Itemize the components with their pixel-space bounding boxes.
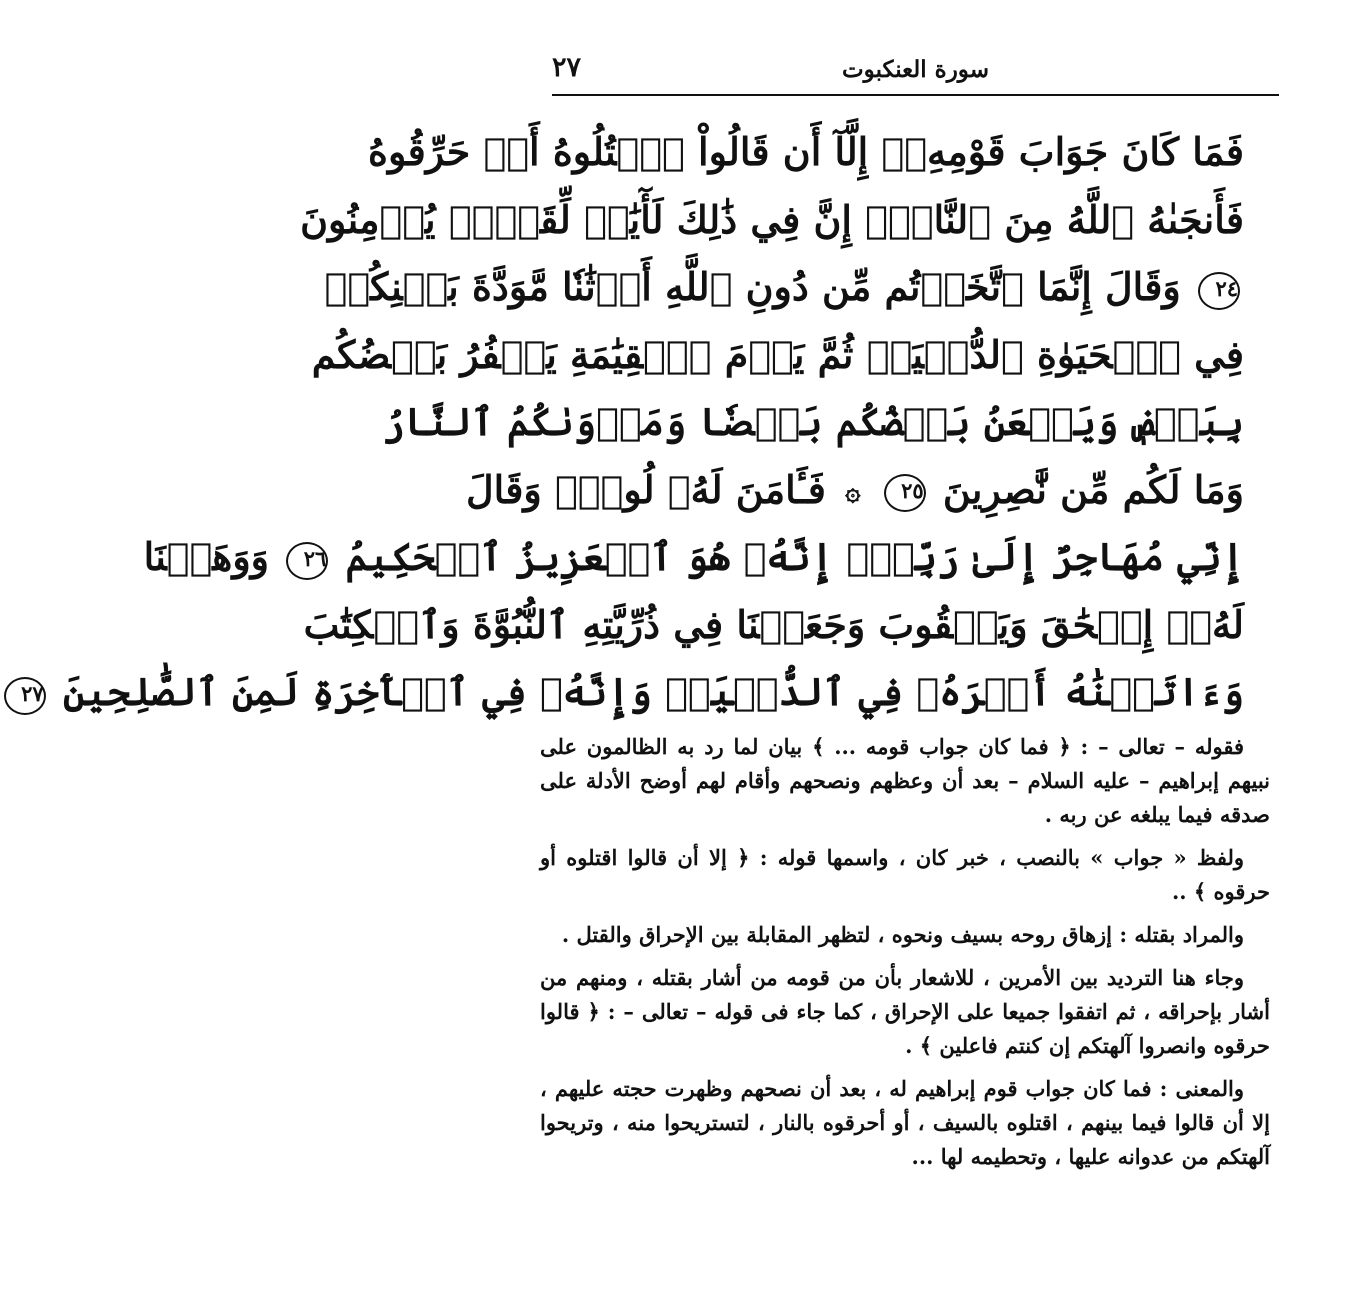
commentary-paragraph: والمعنى : فما كان جواب قوم إبراهيم له ، بعد أن نصحهم وظهرت حجته عليهم ، إلا أن قالوا فيما بينهم ، اقتلوه بالسيف ، أو أحرقوه بالنار ، لتستريحوا منه ، وتريحوا آلهتكم من عدوانه عليها ، وتحطيمه لها ... — [540, 1076, 1270, 1169]
ayah-number-marker: ٢٦ — [286, 542, 328, 580]
commentary-paragraph: والمراد بقتله : إزهاق روحه بسيف ونحوه ، لتظهر المقابلة بين الإحراق والقتل . — [561, 922, 1244, 947]
quran-verses-block — [21, 118, 1244, 726]
commentary-paragraph: وجاء هنا الترديد بين الأمرين ، للاشعار بأن من قومه من أشار بقتله ، ومنهم من أشار بإحراقه ، ثم اتفقوا جميعا على الإحراق ، كما جاء فى قوله – تعالى – : ﴿ قالوا حرقوه وانصروا آلهتكم إن كنتم فاعلين ﴾ . — [540, 965, 1270, 1058]
quran-line — [368, 118, 1244, 186]
tafsir-commentary — [540, 730, 1270, 1183]
verse-text: وَوَهَبۡنَا — [143, 534, 270, 579]
verse-text: فِي ٱلۡحَيَوٰةِ ٱلدُّنۡيَاۖ ثُمَّ يَوۡمَ ٱلۡقِيَٰمَةِ يَكۡفُرُ بَعۡضُكُم — [311, 331, 1244, 377]
verse-text: فَمَا كَانَ جَوَابَ قَوْمِهِۦٓ إِلَّآ أَن قَالُواْ ٱقۡتُلُوهُ أَوۡ حَرِّقُوهُ — [368, 129, 1244, 174]
quran-line — [303, 591, 1244, 659]
commentary-paragraph: ولفظ « جواب » بالنصب ، خبر كان ، واسمها قوله : ﴿ إلا أن قالوا اقتلوه أو حرقوه ﴾ .. — [540, 845, 1270, 904]
quran-line — [21, 658, 1244, 726]
verse-text: وَءَاتَيۡنَٰهُ أَجۡرَهُۥ فِي ٱلدُّنۡيَاۖ وَإِنَّهُۥ فِي ٱلۡأٓخِرَةِ لَمِنَ ٱلصَّٰلِحِينَ — [62, 669, 1244, 714]
quran-line — [382, 388, 1244, 456]
surah-title: سورة العنكبوت — [842, 56, 989, 83]
verse-text: وَمَا لَكُم مِّن نَّٰصِرِينَ — [942, 466, 1244, 512]
ayah-number-marker: ٢٧ — [4, 677, 46, 715]
verse-text: فَأَنجَىٰهُ ٱللَّهُ مِنَ ٱلنَّارِۚ إِنَّ فِي ذَٰلِكَ لَأٓيَٰتٖ لِّقَوۡمٖ يُؤۡمِنُونَ — [300, 196, 1244, 242]
quran-line — [143, 523, 1244, 591]
page — [21, 0, 1371, 1293]
quran-line — [324, 253, 1244, 321]
quran-line — [300, 186, 1244, 254]
ayah-number-marker: ٢٤ — [1198, 272, 1240, 310]
page-number: ٢٧ — [552, 52, 582, 83]
rub-el-hizb-icon: ۞ — [845, 477, 861, 508]
verse-text: فَـَٔامَنَ لَهُۥ لُوطٞۘ وَقَالَ — [466, 466, 826, 512]
commentary-paragraph: فقوله – تعالى – : ﴿ فما كان جواب قومه ... ﴾ بيان لما رد به الظالمون على نبيهم إبراهيم – عليه السلام – بعد أن وعظهم ونصحهم وأقام لهم أوضح الأدلة على صدقه فيما يبلغه عن ربه . — [540, 734, 1270, 827]
ayah-number-marker: ٢٥ — [884, 474, 926, 512]
quran-line — [311, 321, 1244, 389]
page-header — [552, 50, 1279, 94]
header-divider — [552, 94, 1279, 96]
verse-text: إِنِّي مُهَاجِرٌ إِلَىٰ رَبِّيٓۖ إِنَّهُۥ هُوَ ٱلۡعَزِيزُ ٱلۡحَكِيمُ — [345, 534, 1244, 579]
quran-line — [466, 456, 1244, 524]
verse-text: لَهُۥٓ إِسۡحَٰقَ وَيَعۡقُوبَ وَجَعَلۡنَا فِي ذُرِّيَّتِهِ ٱلنُّبُوَّةَ وَٱلۡكِتَٰبَ — [303, 601, 1244, 647]
verse-text: بِبَعۡضٖ وَيَلۡعَنُ بَعۡضُكُم بَعۡضٗا وَمَأۡوَىٰكُمُ ٱلنَّارُ — [382, 399, 1244, 444]
verse-text: وَقَالَ إِنَّمَا ٱتَّخَذۡتُم مِّن دُونِ ٱللَّهِ أَوۡثَٰنٗا مَّوَدَّةَ بَيۡنِكُمۡ — [324, 264, 1181, 309]
